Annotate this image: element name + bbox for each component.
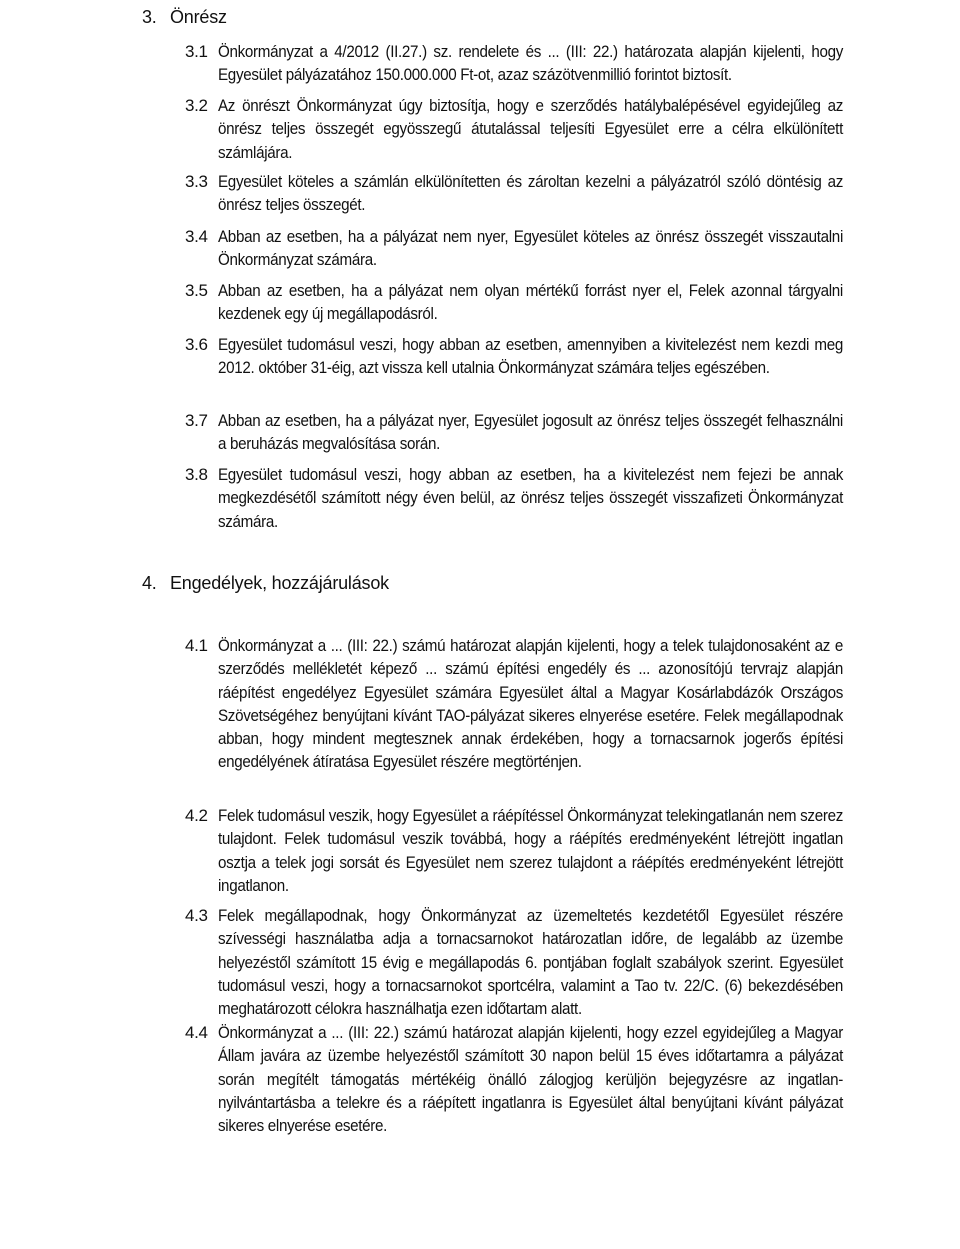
clause-number: 4.2 <box>185 806 208 825</box>
clause-4-3 <box>185 904 843 1020</box>
clause-4-4 <box>185 1021 843 1137</box>
clause-3-1 <box>185 40 843 87</box>
section-title: Engedélyek, hozzájárulások <box>170 573 389 593</box>
clause-number: 3.8 <box>185 465 208 484</box>
clause-number: 3.3 <box>185 172 208 191</box>
clause-3-7 <box>185 409 843 456</box>
clause-number: 3.2 <box>185 96 208 115</box>
clause-text: Önkormányzat a ... (III: 22.) számú határozat alapján kijelenti, hogy ezzel egyidejűleg a Magyar Állam javára az üzembe helyezéstől számított 30 napon belül 15 éves időtartamra a pályázat során megítélt támogatás mértékéig önálló zálogjog kerüljön bejegyzésre az ingatlan-nyilvántartásba a telekre és a ráépített ingatlanra is Egyesület által benyújtani kívánt pályázat sikeres elnyerése esetére. <box>218 1023 843 1136</box>
clause-4-1 <box>185 634 843 774</box>
clause-number: 3.7 <box>185 411 208 430</box>
clause-3-3 <box>185 170 843 217</box>
clause-number: 3.5 <box>185 281 208 300</box>
section-heading <box>142 6 227 28</box>
clause-number: 4.1 <box>185 636 208 655</box>
clause-number: 3.6 <box>185 335 208 354</box>
clause-number: 4.3 <box>185 906 208 925</box>
clause-text: Egyesület tudomásul veszi, hogy abban az esetben, ha a kivitelezést nem fejezi be annak megkezdésétől számított négy éven belül, az önrész teljes összegét visszafizeti Önkormányzat számára. <box>218 465 843 531</box>
clause-text: Abban az esetben, ha a pályázat nyer, Egyesület jogosult az önrész teljes összegét felhasználni a beruházás megvalósítása során. <box>218 411 843 454</box>
clause-number: 3.1 <box>185 42 208 61</box>
clause-text: Felek tudomásul veszik, hogy Egyesület a ráépítéssel Önkormányzat telekingatlanán nem szerez tulajdont. Felek tudomásul veszik továbbá, hogy a ráépítés eredményeként létrejött ingatlan osztja a telek jogi sorsát és Egyesület nem szerez tulajdont a ráépítés eredményeként létrejött ingatlanon. <box>218 806 843 895</box>
clause-text: Egyesület köteles a számlán elkülönítetten és zároltan kezelni a pályázatról szóló döntésig az önrész teljes összegét. <box>218 172 843 215</box>
clause-number: 4.4 <box>185 1023 208 1042</box>
clause-text: Abban az esetben, ha a pályázat nem olyan mértékű forrást nyer el, Felek azonnal tárgyalni kezdenek egy új megállapodásról. <box>218 281 843 324</box>
clause-text: Egyesület tudomásul veszi, hogy abban az esetben, amennyiben a kivitelezést nem kezdi meg 2012. október 31-éig, azt vissza kell utalnia Önkormányzat számára teljes egészében. <box>218 335 843 378</box>
clause-4-2 <box>185 804 843 897</box>
clause-text: Önkormányzat a 4/2012 (II.27.) sz. rendelete és ... (III: 22.) határozata alapján kijelenti, hogy Egyesület pályázatához 150.000.000 Ft-ot, azaz százötvenmillió forintot biztosít. <box>218 42 843 85</box>
clause-3-6 <box>185 333 843 380</box>
clause-3-2 <box>185 94 843 164</box>
clause-3-8 <box>185 463 843 533</box>
clause-3-4 <box>185 225 843 272</box>
section-number: 4. <box>142 573 157 593</box>
section-title: Önrész <box>170 7 227 27</box>
clause-text: Felek megállapodnak, hogy Önkormányzat az üzemeltetés kezdetétől Egyesület részére szívességi használatba adja a tornacsarnokot határozatlan időre, de legalább az üzembe helyezéstől számított 15 évig e megállapodás 6. pontjában foglalt szabályok szerint. Egyesület tudomásul veszi, hogy a tornacsarnokot sportcélra, valamint a Tao tv. 22/C. (6) bekezdésében meghatározott célokra használhatja ezen időtartam alatt. <box>218 906 843 1019</box>
clause-text: Önkormányzat a ... (III: 22.) számú határozat alapján kijelenti, hogy a telek tulajdonosaként az e szerződés mellékletét képező ... számú építési engedély és ... azonosítójú tervrajz alapján ráépítést engedélyez Egyesület számára Egyesület által a Magyar Kosárlabdázók Országos Szövetségéhez benyújtani kívánt TAO-pályázat sikeres elnyerése esetére. Felek megállapodnak abban, hogy mindent megtesznek annak érdekében, hogy a tornacsarnok jogerős építési engedélyének átíratása Egyesület részére megtörténjen. <box>218 636 843 772</box>
clause-3-5 <box>185 279 843 326</box>
clause-number: 3.4 <box>185 227 208 246</box>
clause-text: Abban az esetben, ha a pályázat nem nyer, Egyesület köteles az önrész összegét visszautalni Önkormányzat számára. <box>218 227 843 270</box>
clause-text: Az önrészt Önkormányzat úgy biztosítja, hogy e szerződés hatálybalépésével egyidejűleg az önrész teljes összegét egyösszegű átutalással teljesíti Egyesület erre a célra elkülönített számlájára. <box>218 96 843 162</box>
section-heading <box>142 572 389 594</box>
section-number: 3. <box>142 7 157 27</box>
